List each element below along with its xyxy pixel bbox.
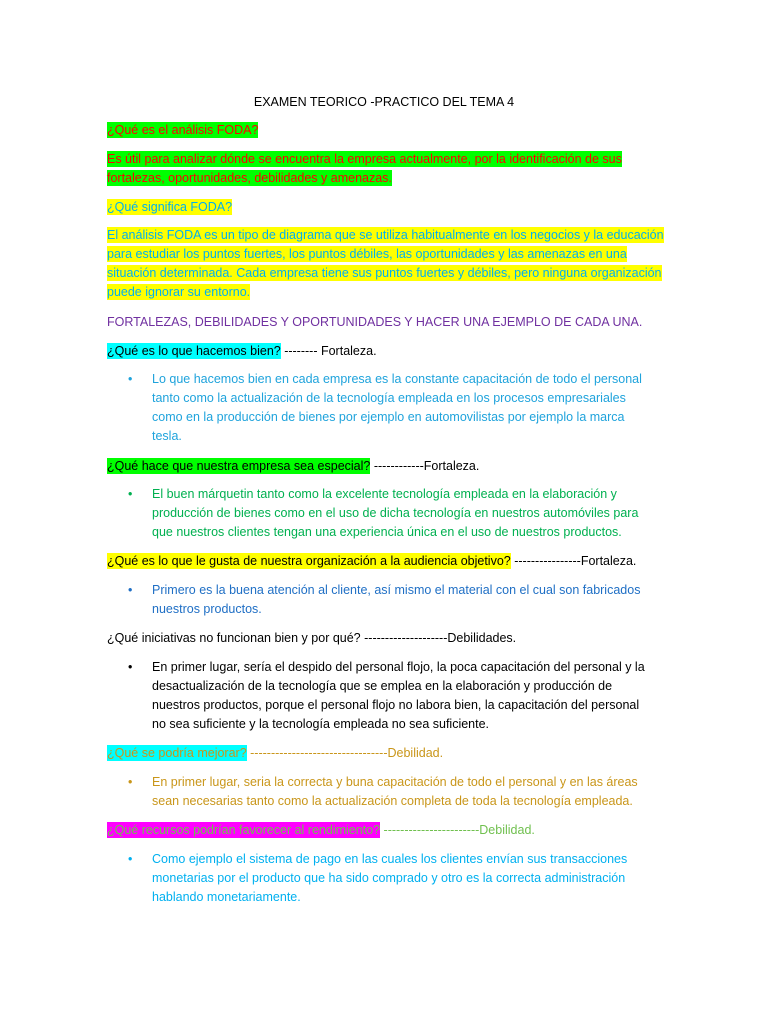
bullet-icon: • [128, 660, 133, 674]
section-question [107, 629, 667, 648]
bullet-icon: • [128, 487, 133, 501]
answer-significado-text: El análisis FODA es un tipo de diagrama que se utiliza habitualmente en los negocios y la educación para estudiar los puntos fuertes, los puntos débiles, las oportunidades y las amenazas en una situación determinada. Cada empresa tiene sus puntos fuertes y débiles, pero ninguna organización puede ignorar su entorno. [107, 228, 664, 299]
bullet-icon: • [128, 775, 133, 789]
section-question [107, 821, 667, 840]
question-suffix: ------------Fortaleza. [370, 459, 480, 473]
question-text: ¿Qué iniciativas no funcionan bien y por qué? [107, 631, 361, 645]
question-foda [107, 121, 667, 140]
bullet-text: En primer lugar, sería el despido del personal flojo, la poca capacitación del personal y la desactualización de la tecnología que se emplea en la elaboración y producción de nuestros productos, porque el personal flojo no labora bien, la capacitación del personal no sea suficiente y la tecnología empleada no sea suficiente. [152, 660, 645, 731]
bullet-text: El buen márquetin tanto como la excelente tecnología empleada en la elaboración y producción de bienes como en el uso de dicha tecnología en nuestros automóviles para que nuestros clientes tengan una experiencia única en el uso de nuestros productos. [152, 487, 639, 539]
bullet-icon: • [128, 583, 133, 597]
bullet-icon: • [128, 372, 133, 386]
question-text: ¿Qué es lo que le gusta de nuestra organización a la audiencia objetivo? [107, 554, 511, 568]
bullet-text: Lo que hacemos bien en cada empresa es la constante capacitación de todo el personal tanto como la actualización de la tecnología empleada en los procesos empresariales como en la producción de bienes por ejemplo en automovilistas por ejemplo la marca tesla. [152, 372, 642, 443]
question-text: ¿Qué es lo que hacemos bien? [107, 344, 281, 358]
question-suffix: -------- Fortaleza. [280, 344, 377, 358]
question-significado-text: ¿Qué significa FODA? [107, 200, 233, 214]
bullet-icon: • [128, 852, 133, 866]
question-foda-text: ¿Qué es el análisis FODA? [107, 123, 259, 137]
question-text: ¿Qué hace que nuestra empresa sea especial? [107, 459, 371, 473]
answer-foda-text: Es útil para analizar dónde se encuentra la empresa actualmente, por la identificación de sus fortalezas, oportunidades, debilidades y amenazas. [107, 152, 622, 185]
question-suffix: ---------------------------------Debilidad. [246, 746, 444, 760]
bullet-text: En primer lugar, seria la correcta y buna capacitación de todo el personal y en las áreas sean necesarias tanto como la actualización completa de toda la tecnología empleada. [152, 775, 638, 808]
section-question [107, 342, 667, 361]
bullet-text: Primero es la buena atención al cliente, así mismo el material con el cual son fabricados nuestros productos. [152, 583, 641, 616]
question-significado [107, 198, 667, 217]
section-question [107, 744, 667, 763]
question-suffix: --------------------Debilidades. [360, 631, 517, 645]
question-suffix: -----------------------Debilidad. [380, 823, 535, 837]
answer-foda [107, 150, 667, 188]
question-suffix: ----------------Fortaleza. [510, 554, 637, 568]
section-heading: FORTALEZAS, DEBILIDADES Y OPORTUNIDADES Y HACER UNA EJEMPLO DE CADA UNA. [107, 315, 643, 329]
document-title: EXAMEN TEORICO -PRACTICO DEL TEMA 4 [253, 95, 515, 109]
section-question [107, 457, 667, 476]
section-question [107, 552, 667, 571]
bullet-text: Como ejemplo el sistema de pago en las cuales los clientes envían sus transacciones monetarias por el producto que ha sido comprado y otro es la correcta administración hablando monetariamente. [152, 852, 628, 904]
answer-significado [107, 226, 667, 302]
question-text: ¿Qué se podría mejorar? [107, 746, 247, 760]
question-text: ¿Qué recursos podrían favorecer al rendimiento? [107, 823, 381, 837]
